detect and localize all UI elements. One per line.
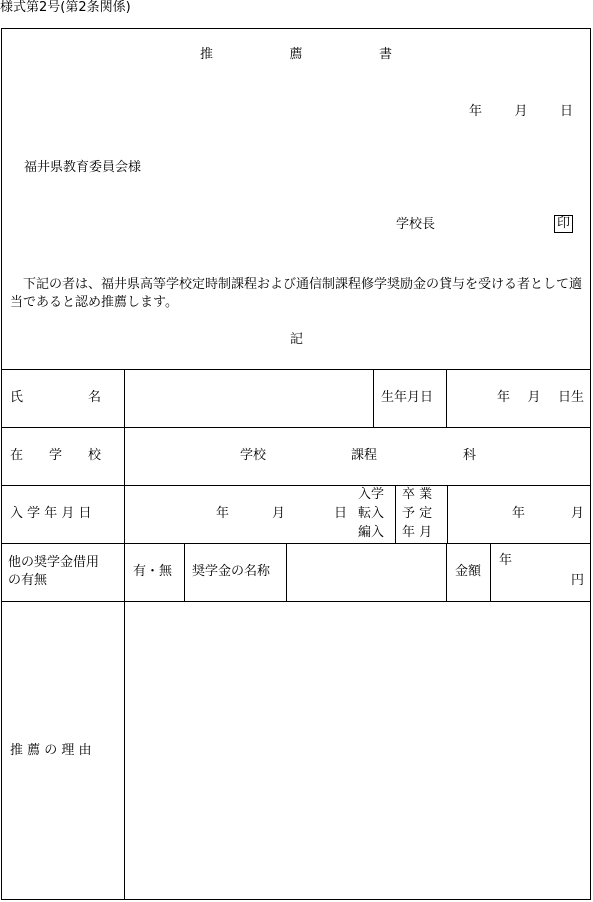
school-field: 学校: [240, 448, 267, 463]
divider: [1, 369, 591, 370]
ki-heading: 記: [290, 332, 304, 347]
admission-type-transfer: 転入: [357, 506, 384, 521]
divider: [446, 369, 447, 427]
admission-day: 日: [334, 506, 348, 521]
graduation-label: 年 月: [402, 525, 433, 540]
document-title: 推 薦 書: [200, 47, 392, 62]
divider: [124, 369, 125, 900]
graduation-month: 月: [571, 506, 585, 521]
recommendation-form: [1, 28, 591, 900]
divider: [1, 543, 591, 544]
divider: [286, 543, 287, 601]
addressee: 福井県教育委員会様: [24, 160, 142, 175]
recommendation-statement: 下記の者は、福井県高等学校定時制課程および通信制課程修学奨励金の貸与を受ける者として適当であると認め推薦します。: [10, 277, 583, 310]
divider: [1, 427, 591, 428]
divider: [184, 543, 185, 601]
admission-label: 入 学 年 月 日: [10, 506, 92, 521]
yes-no-choice: 有・無: [133, 564, 173, 579]
other-scholarship-label: の有無: [8, 573, 48, 588]
reason-label: 推 薦 の 理 由: [10, 743, 92, 758]
divider: [490, 543, 491, 601]
principal-label: 学校長: [396, 217, 436, 232]
form-number: 様式第2号(第2条関係): [0, 0, 131, 15]
divider: [447, 485, 448, 543]
course-field: 課程: [351, 448, 378, 463]
school-label: 在 学 校: [10, 448, 102, 463]
admission-month: 月: [272, 506, 286, 521]
divider: [373, 369, 374, 427]
scholarship-name-label: 奨学金の名称: [192, 564, 271, 579]
graduation-year: 年: [512, 506, 526, 521]
admission-year: 年: [216, 506, 230, 521]
other-scholarship-label: 他の奨学金借用: [8, 555, 100, 570]
divider: [446, 543, 447, 601]
admission-type-entry: 入学: [357, 487, 384, 502]
graduation-label: 卒 業: [402, 487, 433, 502]
divider: [1, 601, 591, 602]
name-label: 氏 名: [10, 390, 102, 405]
birth-date-label: 生年月日: [381, 390, 434, 405]
seal-mark: 印: [554, 215, 573, 233]
admission-type-reentry: 編入: [357, 525, 384, 540]
birth-date: 年 月 日生: [497, 390, 584, 405]
amount-yen: 円: [571, 573, 585, 588]
submission-date: 年 月 日: [469, 104, 573, 119]
amount-year: 年: [499, 553, 513, 568]
amount-label: 金額: [455, 564, 482, 579]
divider: [1, 485, 591, 486]
graduation-label: 予 定: [402, 506, 433, 521]
divider: [395, 485, 396, 543]
department-field: 科: [463, 448, 477, 463]
